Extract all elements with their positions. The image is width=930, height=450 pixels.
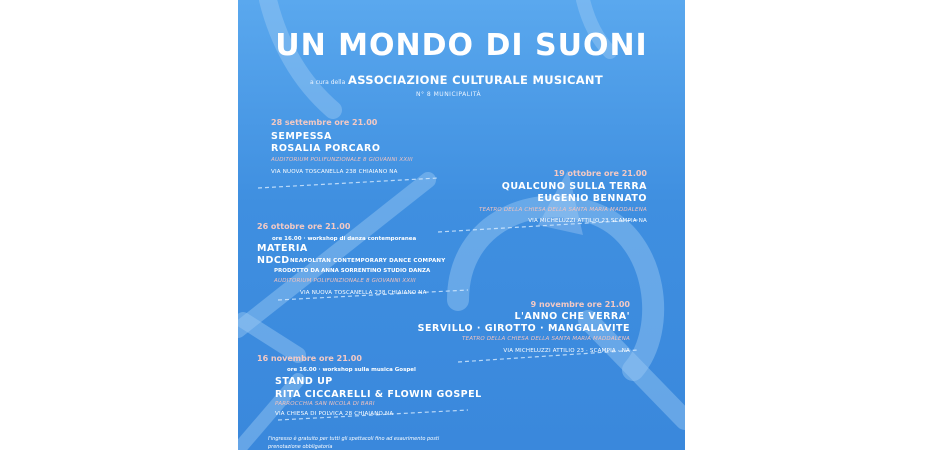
event-3-date: 26 ottobre ore 21.00 bbox=[257, 222, 351, 231]
organization-prefix: a cura della bbox=[310, 79, 346, 86]
event-2-date: 19 ottobre ore 21.00 bbox=[553, 169, 647, 178]
event-3-workshop: ore 16.00 · workshop di danza contemporanea bbox=[272, 236, 417, 242]
event-5-date: 16 novembre ore 21.00 bbox=[257, 354, 362, 363]
event-poster bbox=[238, 0, 685, 450]
event-5-artist: RITA CICCARELLI & FLOWIN GOSPEL bbox=[275, 389, 482, 400]
event-5-venue: PARROCCHIA SAN NICOLA DI BARI bbox=[275, 401, 375, 407]
event-1-date: 28 settembre ore 21.00 bbox=[271, 118, 378, 127]
event-3-artist: NDCD bbox=[257, 255, 290, 266]
event-3-production: PRODOTTO DA ANNA SORRENTINO STUDIO DANZA bbox=[274, 268, 431, 274]
event-2-title: QUALCUNO SULLA TERRA bbox=[501, 181, 647, 192]
event-2-address: VIA MICHELUZZI ATTILIO 23 SCAMPIA NA bbox=[528, 218, 647, 224]
event-3-artist-suffix: NEAPOLITAN CONTEMPORARY DANCE COMPANY bbox=[290, 258, 446, 264]
footer-reservation: prenotazione obbligatoria bbox=[268, 444, 333, 450]
event-3-address: VIA NUOVA TOSCANELLA 238 CHIAIANO NA bbox=[300, 290, 427, 296]
event-2-venue: TEATRO DELLA CHIESA DELLA SANTA MARIA MADDALENA bbox=[479, 207, 647, 213]
event-5-workshop: ore 16.00 · workshop sulla musica Gospel bbox=[287, 367, 416, 373]
event-1-artist: ROSALIA PORCARO bbox=[271, 143, 381, 154]
event-4-date: 9 novembre ore 21.00 bbox=[530, 300, 630, 309]
event-3-venue: AUDITORIUM POLIFUNZIONALE 8 GIOVANNI XXIII bbox=[274, 278, 416, 284]
organization-name: ASSOCIAZIONE CULTURALE MUSICANT bbox=[348, 73, 603, 87]
footer-free-entry: l'ingresso è gratuito per tutti gli spettacoli fino ad esaurimento posti bbox=[268, 436, 440, 442]
event-4-venue: TEATRO DELLA CHIESA DELLA SANTA MARIA MADDALENA bbox=[462, 336, 630, 342]
event-1-venue: AUDITORIUM POLIFUNZIONALE 8 GIOVANNI XXIII bbox=[271, 157, 413, 163]
event-1-title: SEMPESSA bbox=[271, 131, 332, 142]
event-5-title: STAND UP bbox=[275, 376, 333, 387]
event-3-title: MATERIA bbox=[257, 243, 308, 254]
municipality: N° 8 MUNICIPALITÀ bbox=[416, 91, 482, 98]
event-4-address: VIA MICHELUZZI ATTILIO 23 · SCAMPIA · NA bbox=[503, 348, 630, 354]
event-2-artist: EUGENIO BENNATO bbox=[537, 193, 647, 204]
event-5-address: VIA CHIESA DI POLVICA 28 CHIAIANO NA bbox=[275, 411, 394, 417]
event-4-title: L'ANNO CHE VERRA' bbox=[514, 311, 630, 322]
event-1-address: VIA NUOVA TOSCANELLA 238 CHIAIANO NA bbox=[271, 169, 398, 175]
poster-title: UN MONDO DI SUONI bbox=[275, 28, 648, 63]
event-4-artist: SERVILLO · GIROTTO · MANGALAVITE bbox=[417, 323, 630, 334]
